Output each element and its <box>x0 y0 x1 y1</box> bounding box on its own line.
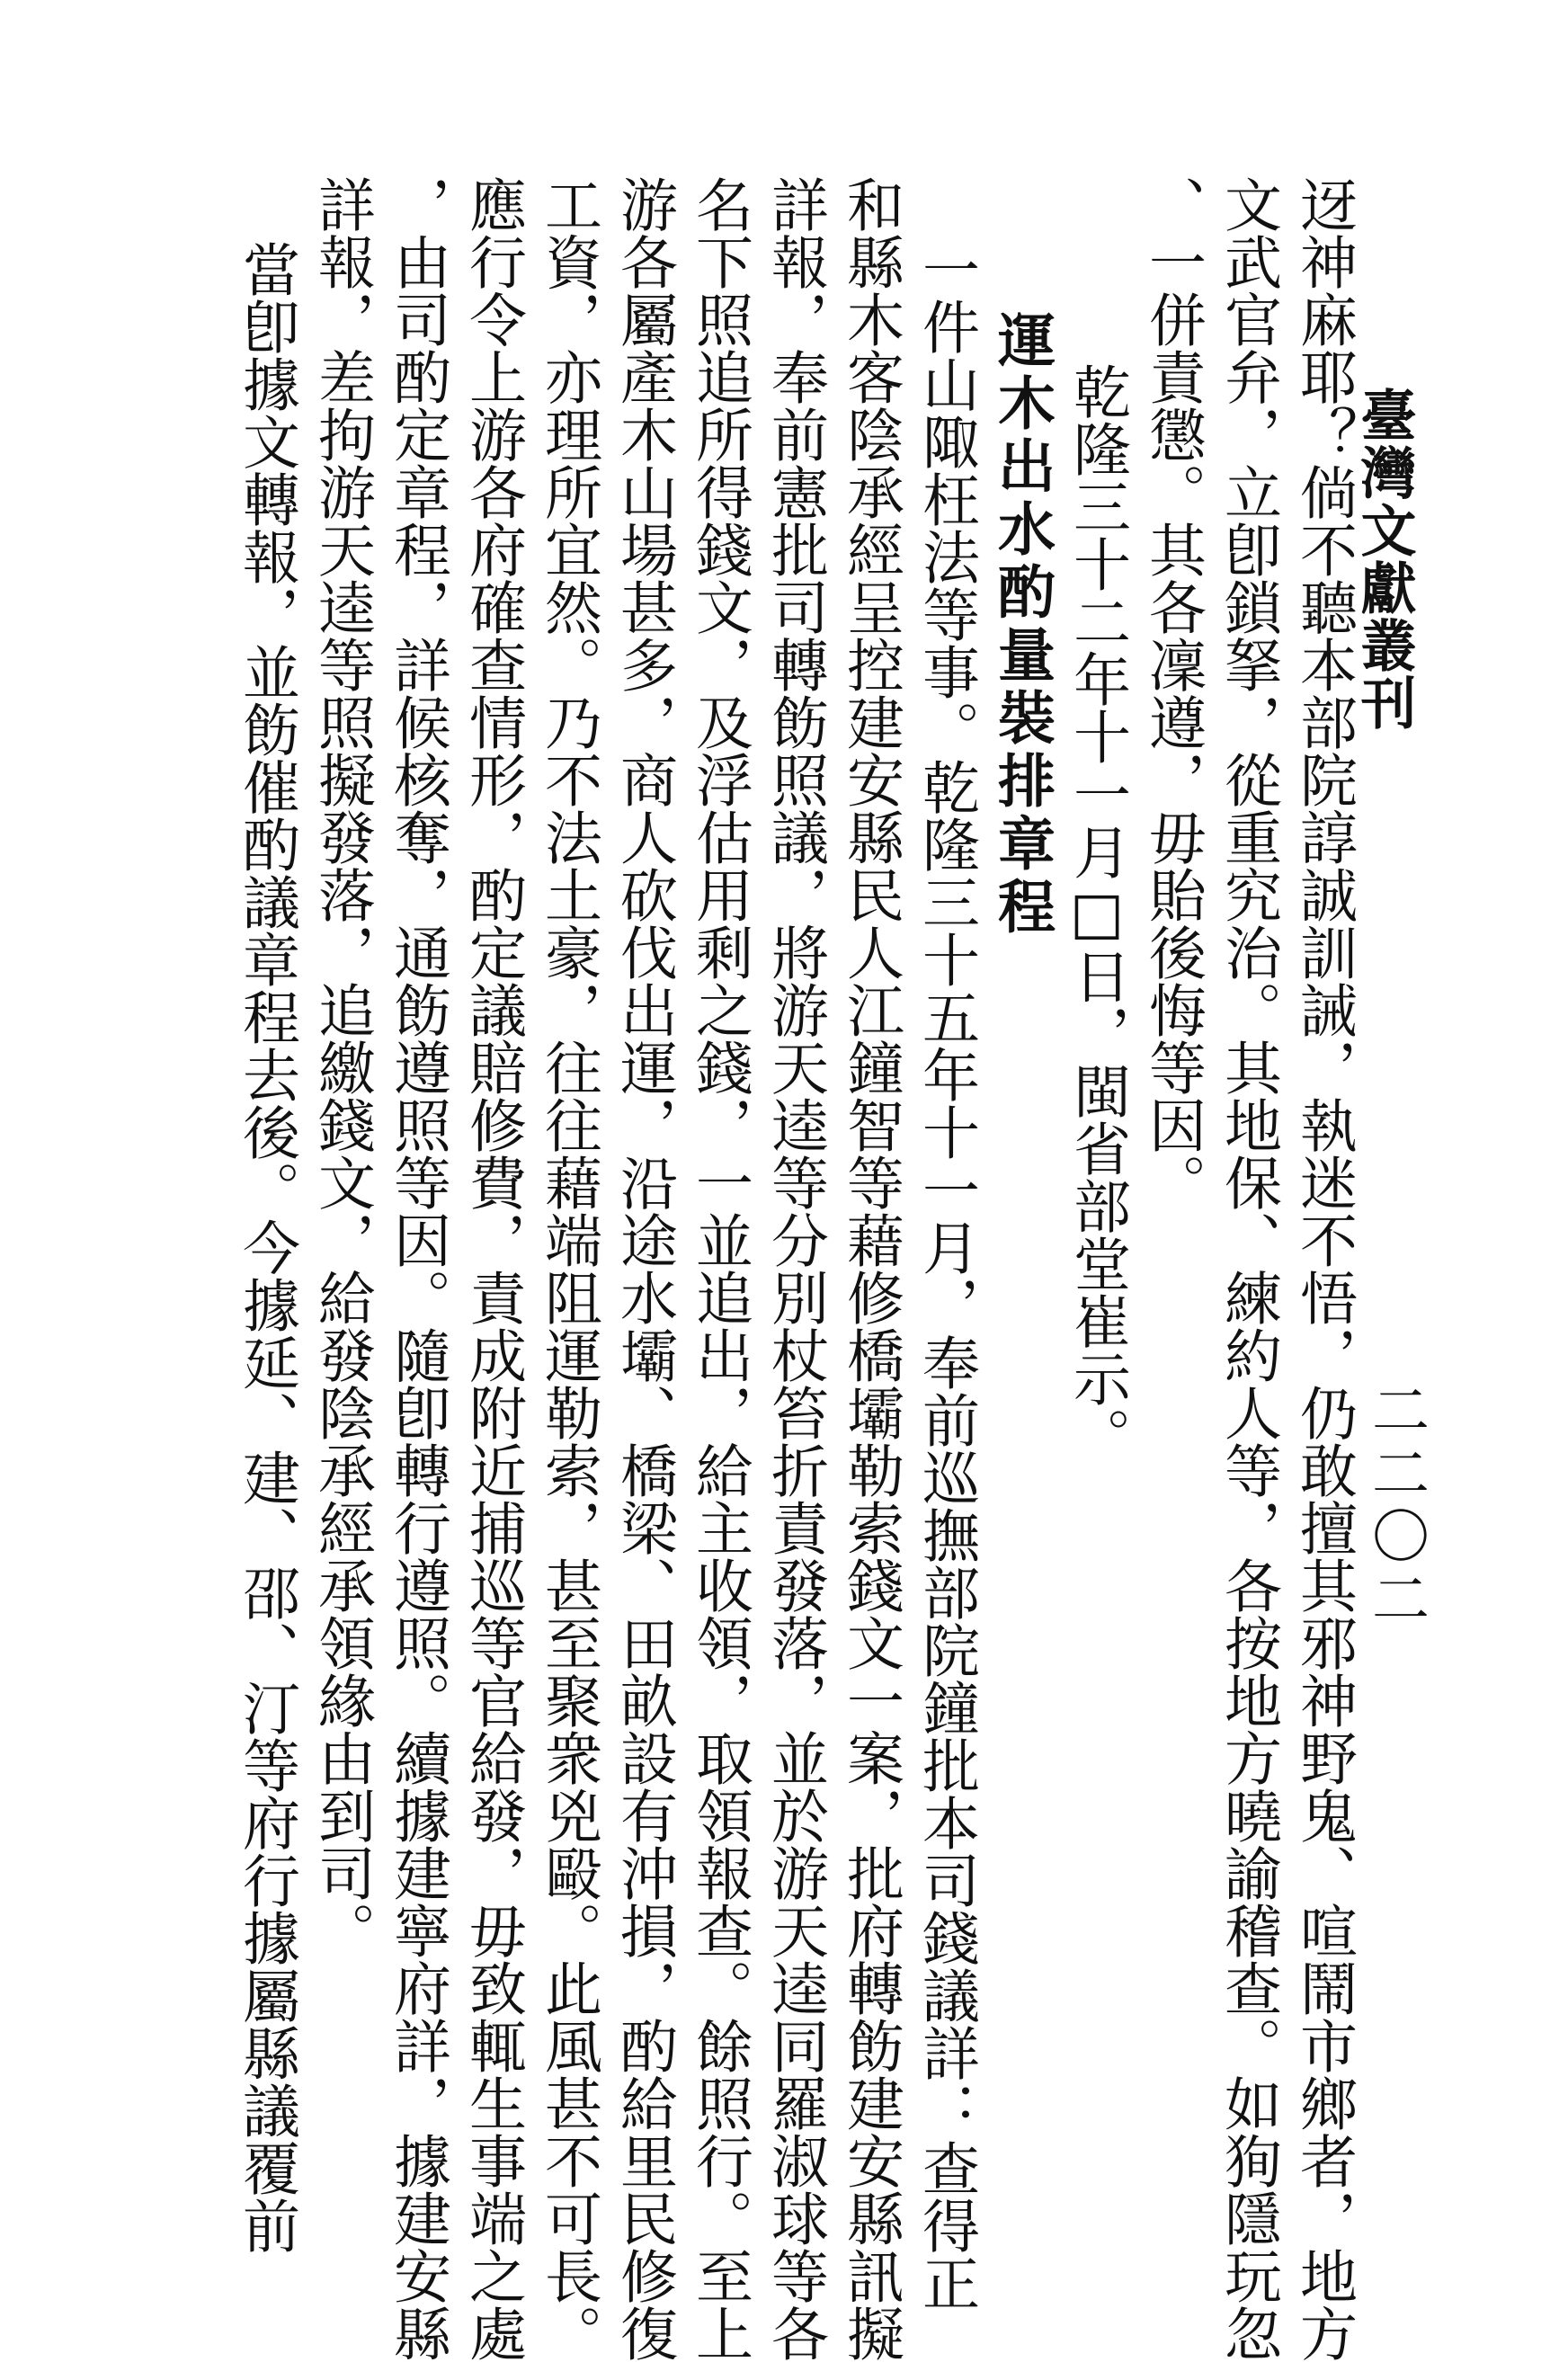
text-column: 迓神麻耶？倘不聽本部院諄誠訓誡，執迷不悟，仍敢擅其邪神野鬼、喧鬧市鄉者，地方 <box>1290 175 1357 2362</box>
text-column: 和縣木客陰承經呈控建安縣民人江鐘智等藉修橋壩勒索錢文一案，批府轉飭建安縣訊擬 <box>837 175 904 2362</box>
text-column: ，由司酌定章程，詳候核奪，通飭遵照等因。隨卽轉行遵照。續據建寧府詳，據建安縣 <box>384 175 450 2362</box>
text-column: 、一併責懲。其各凜遵，毋貽後悔等因。 <box>1139 175 1206 1211</box>
text-column: 文武官弁，立卽鎖拏，從重究治。其地保、練約人等，各按地方曉諭稽查。如狥隱玩忽 <box>1215 175 1281 2362</box>
text-column: 詳報，奉前憲批司轉飭照議，將游天逵等分別杖笞折責發落，並於游天逵同羅淑球等各 <box>762 175 828 2362</box>
page-number: 二二〇二 <box>1362 1380 1429 1632</box>
body-text <box>228 175 1361 2362</box>
text-column: 應行令上游各府確查情形，酌定議賠修費，責成附近捕巡等官給發，毋致輒生事端之處 <box>459 175 526 2362</box>
text-column: 詳報，差拘游天逵等照擬發落，追繳錢文，給發陰承經承領緣由到司。 <box>308 175 375 1959</box>
text-column: 名下照追所得錢文，及浮估用剩之錢，一並追出，給主收領，取領報查。餘照行。至上 <box>686 175 753 2362</box>
text-column: 一件山陬枉法等事。乾隆三十五年十一月，奉前巡撫部院鐘批本司錢議詳：查得正 <box>913 240 979 2312</box>
section-title: 運木出水酌量裝排章程 <box>988 310 1056 940</box>
date-line: 乾隆三十二年十一月□日，閩省部堂崔示。 <box>1064 362 1130 1465</box>
text-column: 游各屬產木山場甚多，商人砍伐出運，沿途水壩、橋梁、田畝設有沖損，酌給里民修復 <box>610 175 677 2362</box>
text-column: 當卽據文轉報，並飭催酌議章程去後。今據延、建、邵、汀等府行據屬縣議覆前 <box>233 240 299 2254</box>
text-column: 工資，亦理所宜然。乃不法土豪，往往藉端阻運勒索，甚至聚衆兇毆。此風甚不可長。 <box>535 175 601 2362</box>
running-title: 臺灣文獻叢刊 <box>1351 387 1417 732</box>
